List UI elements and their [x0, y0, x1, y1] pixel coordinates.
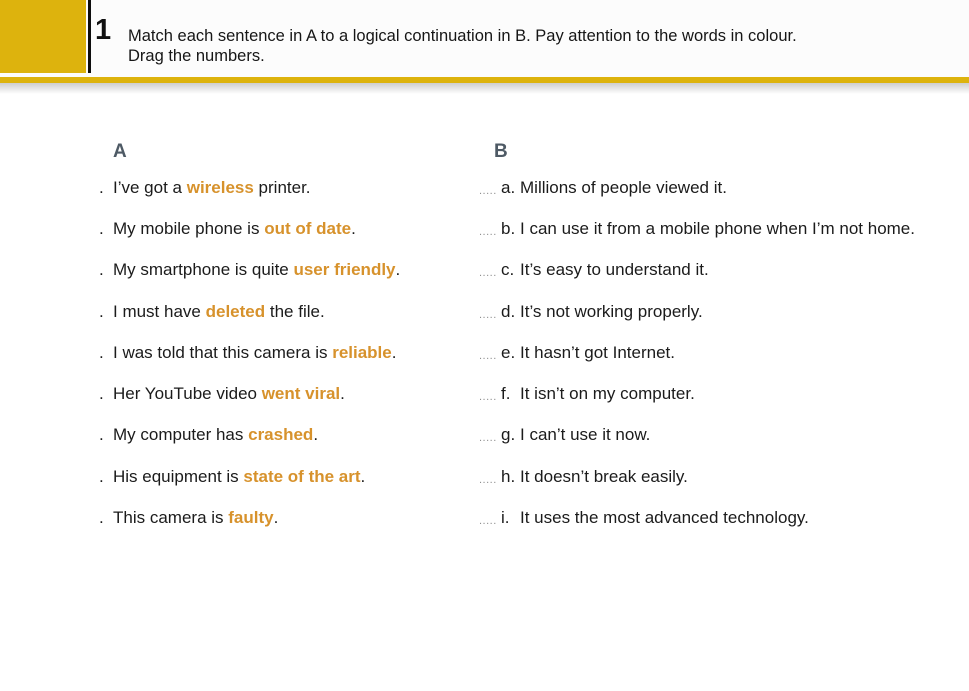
sentence-post: . [273, 508, 279, 528]
answer-blank[interactable]: ..... [479, 308, 497, 321]
keyword: out of date [264, 218, 352, 238]
sentence-pre: Her YouTube video [113, 384, 262, 404]
sentence-pre: This camera is [113, 508, 229, 528]
sentence-a7 [113, 425, 318, 445]
answer-blank[interactable]: ..... [479, 349, 497, 362]
sentence-a5 [113, 343, 396, 363]
exercise-number: 1 [95, 14, 112, 46]
option-text: It doesn’t break easily. [520, 466, 688, 486]
list-item-b-g [479, 415, 915, 456]
list-item-b-e [479, 332, 915, 373]
list-item-b-c [479, 250, 915, 291]
sentence-a1 [113, 178, 311, 198]
sentence-a9 [113, 508, 278, 528]
list-item-a6 [99, 373, 400, 414]
keyword: wireless [186, 177, 254, 197]
instruction-text [128, 26, 908, 66]
header-shadow [0, 83, 969, 94]
list-item-b-a [479, 167, 915, 208]
sentence-post: the file. [265, 301, 325, 321]
sentence-post: . [360, 466, 366, 486]
sentence-pre: I was told that this camera is [113, 342, 333, 362]
keyword: user friendly [293, 260, 396, 280]
option-text: It isn’t on my computer. [520, 384, 695, 404]
answer-blank[interactable]: ..... [479, 515, 497, 528]
option-letter: a. [501, 177, 516, 197]
list-item-a7 [99, 415, 400, 456]
option-text: I can’t use it now. [520, 425, 651, 445]
keyword: crashed [248, 425, 314, 445]
sentence-post: . [395, 260, 401, 280]
option-text: It’s not working properly. [520, 301, 703, 321]
vertical-divider [88, 0, 91, 73]
instruction-line-2: Drag the numbers. [128, 47, 265, 65]
keyword: deleted [205, 301, 266, 321]
option-text: It hasn’t got Internet. [520, 342, 675, 362]
exercise-header [0, 0, 969, 77]
option-text: I can use it from a mobile phone when I’m not home. [520, 218, 915, 238]
number-slot: . [99, 425, 104, 445]
sentence-post: . [351, 218, 356, 238]
sentence-post: . [391, 342, 397, 362]
sentence-post: . [313, 425, 319, 445]
list-item-a3 [99, 250, 400, 291]
answer-blank[interactable]: ..... [479, 267, 497, 280]
answer-blank[interactable]: ..... [479, 473, 497, 486]
column-b-title: B [494, 141, 508, 162]
list-item-b-d [479, 291, 915, 332]
option-letter: h. [501, 466, 516, 486]
option-letter: g. [501, 425, 516, 445]
answer-blank[interactable]: ..... [479, 432, 497, 445]
sentence-a3 [113, 260, 400, 280]
list-item-b-h [479, 456, 915, 497]
sentence-pre: My mobile phone is [113, 218, 265, 238]
sentence-pre: I’ve got a [113, 177, 187, 197]
keyword: faulty [228, 508, 274, 528]
keyword: reliable [332, 342, 392, 362]
sentence-pre: His equipment is [113, 466, 244, 486]
option-letter: d. [501, 301, 516, 321]
keyword: state of the art [243, 466, 361, 486]
option-letter: f. [501, 384, 511, 404]
list-item-a5 [99, 332, 400, 373]
number-slot: . [99, 508, 104, 528]
option-letter: b. [501, 218, 516, 238]
list-item-a1 [99, 167, 400, 208]
list-item-b-f [479, 373, 915, 414]
number-slot: . [99, 384, 104, 404]
list-item-a8 [99, 456, 400, 497]
answer-blank[interactable]: ..... [479, 391, 497, 404]
number-slot: . [99, 218, 104, 238]
number-slot: . [99, 301, 104, 321]
option-text: It’s easy to understand it. [520, 260, 709, 280]
yellow-tab [0, 0, 86, 73]
list-item-b-i [479, 497, 915, 538]
option-letter: e. [501, 342, 516, 362]
sentence-a4 [113, 302, 325, 322]
number-slot: . [99, 177, 104, 197]
sentence-a6 [113, 384, 345, 404]
sentence-a2 [113, 219, 356, 239]
sentence-pre: My smartphone is quite [113, 260, 294, 280]
answer-blank[interactable]: ..... [479, 184, 497, 197]
sentence-pre: My computer has [113, 425, 249, 445]
list-item-b-b [479, 208, 915, 249]
number-slot: . [99, 466, 104, 486]
option-letter: i. [501, 508, 510, 528]
list-item-a9 [99, 497, 400, 538]
sentence-pre: I must have [113, 301, 206, 321]
option-text: It uses the most advanced technology. [520, 508, 809, 528]
number-slot: . [99, 260, 104, 280]
column-b [479, 141, 915, 539]
instruction-line-1: Match each sentence in A to a logical continuation in B. Pay attention to the words in colour. [128, 27, 797, 45]
sentence-post: printer. [253, 177, 311, 197]
column-a-title: A [113, 141, 127, 162]
sentence-post: . [340, 384, 345, 404]
list-item-a4 [99, 291, 400, 332]
option-text: Millions of people viewed it. [520, 177, 727, 197]
sentence-a8 [113, 467, 365, 487]
column-a [99, 141, 400, 539]
number-slot: . [99, 342, 104, 362]
answer-blank[interactable]: ..... [479, 225, 497, 238]
list-item-a2 [99, 208, 400, 249]
keyword: went viral [261, 384, 341, 404]
option-letter: c. [501, 260, 515, 280]
